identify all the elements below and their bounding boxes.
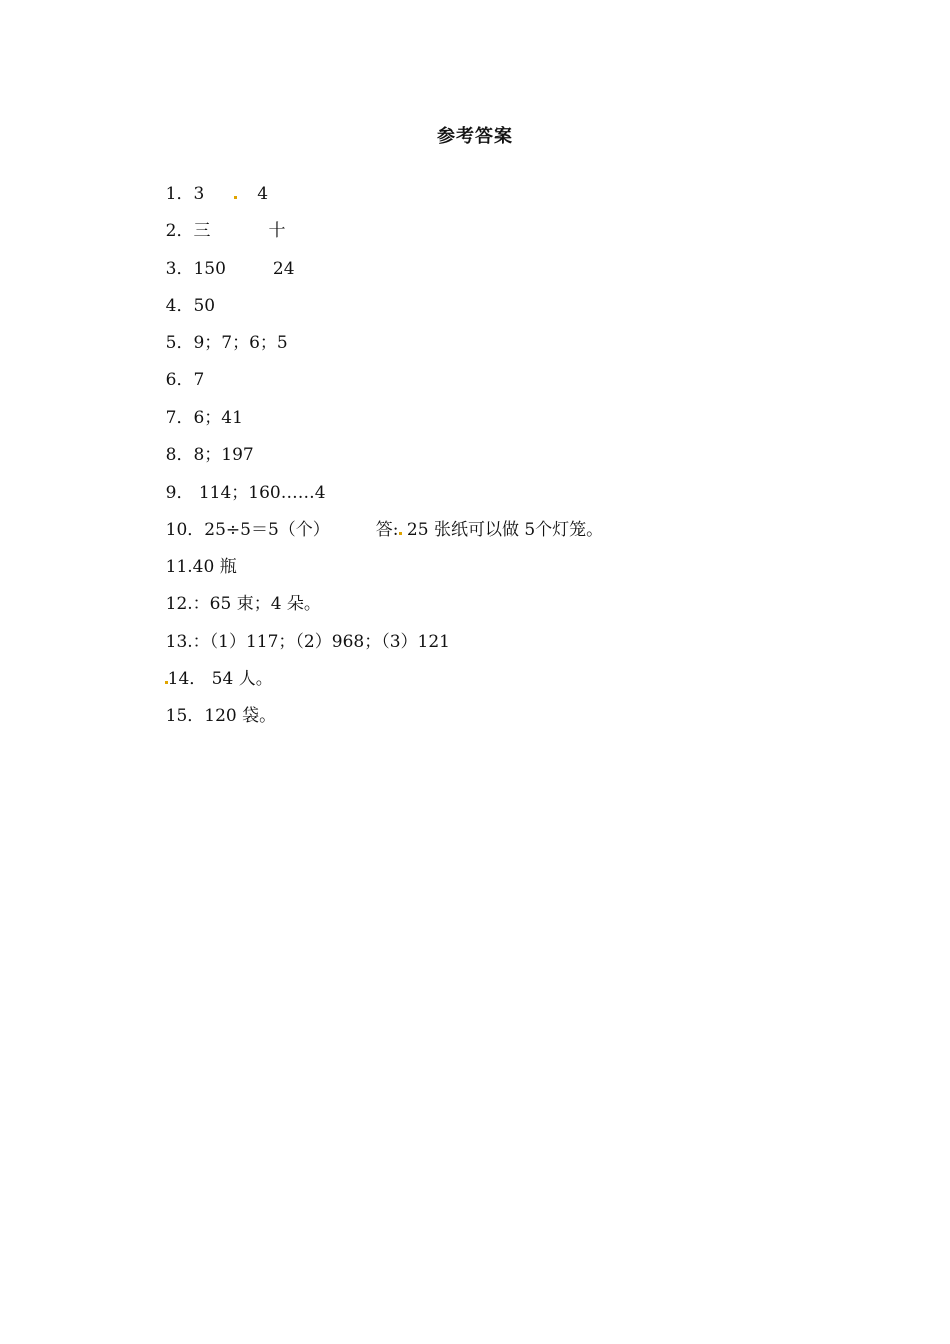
answer-text: ：65 束；4 朵。 [192,594,321,614]
answer-equation: 25÷5＝5（个） [204,520,330,540]
answer-number: 10． [165,520,205,540]
answer-number: 5． [165,333,194,353]
answer-value: 4 [257,184,269,204]
answer-number: 8． [165,445,194,465]
answer-value: 150 [193,259,226,279]
answer-value: 十 [268,221,286,241]
answer-value: 3 [193,184,205,204]
answer-text: 6；41 [193,408,243,428]
answer-text: 8；197 [193,445,254,465]
answer-value: 三 [193,221,211,241]
answer-text: ：（1）117；（2）968；（3）121 [192,632,450,652]
answer-text: 9；7；6；5 [193,333,288,353]
answer-number: 2． [165,221,194,241]
answer-text: 50 [193,296,216,316]
answer-number: 3． [165,259,194,279]
answer-number: 15． [165,706,205,726]
page-title: 参考答案 [437,126,513,147]
answer-number: 1． [165,184,194,204]
answer-number: 6． [165,370,194,390]
answer-text: 120 袋。 [204,706,277,726]
answer-number: 14． [167,669,207,689]
answer-text: 54 人。 [206,669,273,689]
answer-value: 24 [272,259,295,279]
answer-15 [144,683,276,749]
answer-text: 114；160……4 [193,483,326,503]
answer-text: 40 瓶 [192,557,237,577]
answer-number: 12. [165,594,193,614]
answer-text: 7 [193,370,205,390]
answer-sentence: 25 张纸可以做 5个灯笼。 [401,520,604,540]
answer-number: 11. [165,557,193,577]
answer-number: 7． [165,408,194,428]
answer-number: 13. [165,632,193,652]
answer-prefix: 答: [375,520,399,540]
answer-number: 4． [165,296,194,316]
answer-number: 9． [165,483,194,503]
